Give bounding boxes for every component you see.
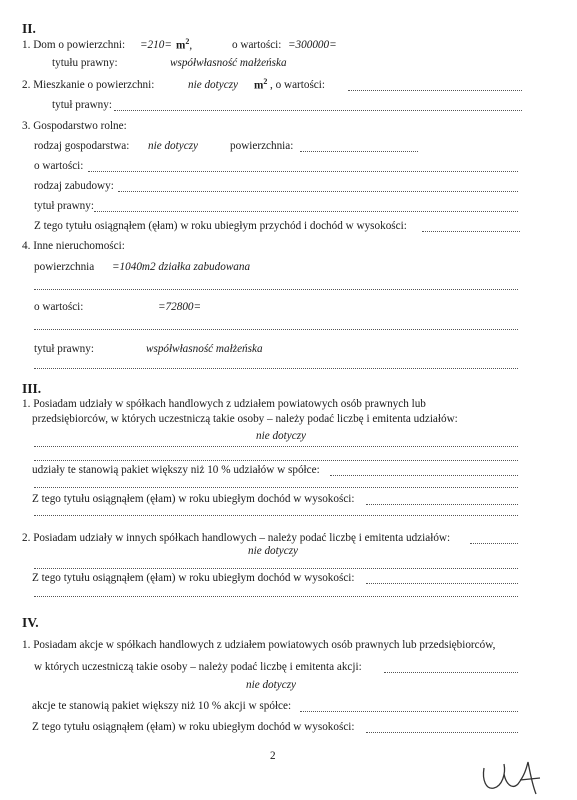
shares-line-a bbox=[34, 446, 518, 447]
farm-area-line bbox=[300, 151, 418, 152]
section-heading-iv: IV. bbox=[22, 615, 39, 630]
other-shares-line-1: 2. Posiadam udziały w innych spółkach handlowych – należy podać liczbę i emitenta udziałów: bbox=[22, 532, 451, 544]
other-value-label: o wartości: bbox=[34, 301, 84, 313]
other-shares-value: nie dotyczy bbox=[248, 545, 299, 557]
house-value: =300000= bbox=[288, 39, 337, 51]
farm-label: 3. Gospodarstwo rolne: bbox=[22, 120, 127, 132]
page-number: 2 bbox=[270, 750, 276, 762]
shares-package-label: udziały te stanowią pakiet większy niż 10 % udziałów w spółce: bbox=[32, 464, 320, 476]
flat-title-line bbox=[114, 110, 522, 111]
section-heading-ii: II. bbox=[22, 21, 36, 36]
other-title-line bbox=[34, 368, 518, 369]
shares-package-line-2 bbox=[34, 487, 518, 488]
other-title-value: współwłasność małżeńska bbox=[146, 343, 263, 355]
signature-image bbox=[480, 760, 550, 796]
farm-build-label: rodzaj zabudowy: bbox=[34, 180, 114, 192]
other-shares-income-label: Z tego tytułu osiągnąłem (ęłam) w roku ubiegłym dochód w wysokości: bbox=[32, 572, 355, 584]
flat-value-line bbox=[348, 90, 522, 91]
flat-unit-sup: 2 bbox=[263, 77, 268, 86]
shares-line-1: 1. Posiadam udziały w spółkach handlowych z udziałem powiatowych osób prawnych lub bbox=[22, 398, 426, 410]
other-property-label: 4. Inne nieruchomości: bbox=[22, 240, 125, 252]
other-shares-line-a bbox=[34, 568, 518, 569]
other-area-line bbox=[34, 289, 518, 290]
house-unit-base: m bbox=[176, 39, 186, 52]
house-area: =210= bbox=[140, 39, 172, 51]
stocks-line-2: w których uczestniczą takie osoby – należy podać liczbę i emitenta akcji: bbox=[34, 661, 362, 673]
farm-build-line bbox=[118, 191, 518, 192]
stocks-income-line bbox=[366, 732, 518, 733]
house-value-label: o wartości: bbox=[232, 39, 282, 51]
other-shares-income-line bbox=[366, 583, 518, 584]
house-unit-suffix: , bbox=[189, 39, 193, 52]
shares-line-2: przedsiębiorców, w których uczestniczą takie osoby – należy podać liczbę i emitenta udziałów: bbox=[32, 413, 458, 425]
flat-unit-base: m bbox=[254, 79, 264, 92]
other-title-label: tytuł prawny: bbox=[34, 343, 94, 355]
farm-income-label: Z tego tytułu osiągnąłem (ęłam) w roku ubiegłym przychód i dochód w wysokości: bbox=[34, 220, 407, 232]
flat-label: 2. Mieszkanie o powierzchni: bbox=[22, 79, 155, 91]
other-area-label: powierzchnia bbox=[34, 261, 95, 273]
house-unit-sup: 2 bbox=[185, 37, 190, 46]
flat-unit bbox=[254, 78, 267, 92]
farm-income-line bbox=[422, 231, 520, 232]
flat-value-label: , o wartości: bbox=[270, 79, 325, 91]
shares-income-line bbox=[366, 504, 518, 505]
shares-package-line bbox=[330, 475, 518, 476]
section-heading-iii: III. bbox=[22, 381, 42, 396]
farm-value-label: o wartości: bbox=[34, 160, 84, 172]
farm-kind-label: rodzaj gospodarstwa: bbox=[34, 140, 130, 152]
stocks-line-end bbox=[384, 672, 518, 673]
stocks-package-label: akcje te stanowią pakiet większy niż 10 % akcji w spółce: bbox=[32, 700, 292, 712]
farm-value-line bbox=[88, 171, 518, 172]
house-unit bbox=[176, 38, 192, 52]
house-title-value: współwłasność małżeńska bbox=[170, 57, 287, 69]
house-title-label: tytułu prawny: bbox=[52, 57, 118, 69]
shares-line-b bbox=[34, 460, 518, 461]
shares-income-line-2 bbox=[34, 515, 518, 516]
stocks-income-label: Z tego tytułu osiągnąłem (ęłam) w roku ubiegłym dochód w wysokości: bbox=[32, 721, 355, 733]
other-shares-line-b bbox=[34, 596, 518, 597]
other-area-value: =1040m2 działka zabudowana bbox=[112, 261, 251, 273]
farm-kind-value: nie dotyczy bbox=[148, 140, 199, 152]
other-value-line bbox=[34, 329, 518, 330]
other-value: =72800= bbox=[158, 301, 202, 313]
farm-area-label: powierzchnia: bbox=[230, 140, 294, 152]
stocks-value: nie dotyczy bbox=[246, 679, 297, 691]
house-label: 1. Dom o powierzchni: bbox=[22, 39, 126, 51]
other-shares-line-end bbox=[470, 543, 518, 544]
stocks-package-line bbox=[300, 711, 518, 712]
farm-title-label: tytuł prawny: bbox=[34, 200, 94, 212]
shares-value: nie dotyczy bbox=[256, 430, 307, 442]
flat-title-label: tytuł prawny: bbox=[52, 99, 112, 111]
flat-area: nie dotyczy bbox=[188, 79, 239, 91]
shares-income-label: Z tego tytułu osiągnąłem (ęłam) w roku ubiegłym dochód w wysokości: bbox=[32, 493, 355, 505]
stocks-line-1: 1. Posiadam akcje w spółkach handlowych z udziałem powiatowych osób prawnych lub przedsiębiorców, bbox=[22, 639, 496, 651]
farm-title-line bbox=[94, 211, 518, 212]
